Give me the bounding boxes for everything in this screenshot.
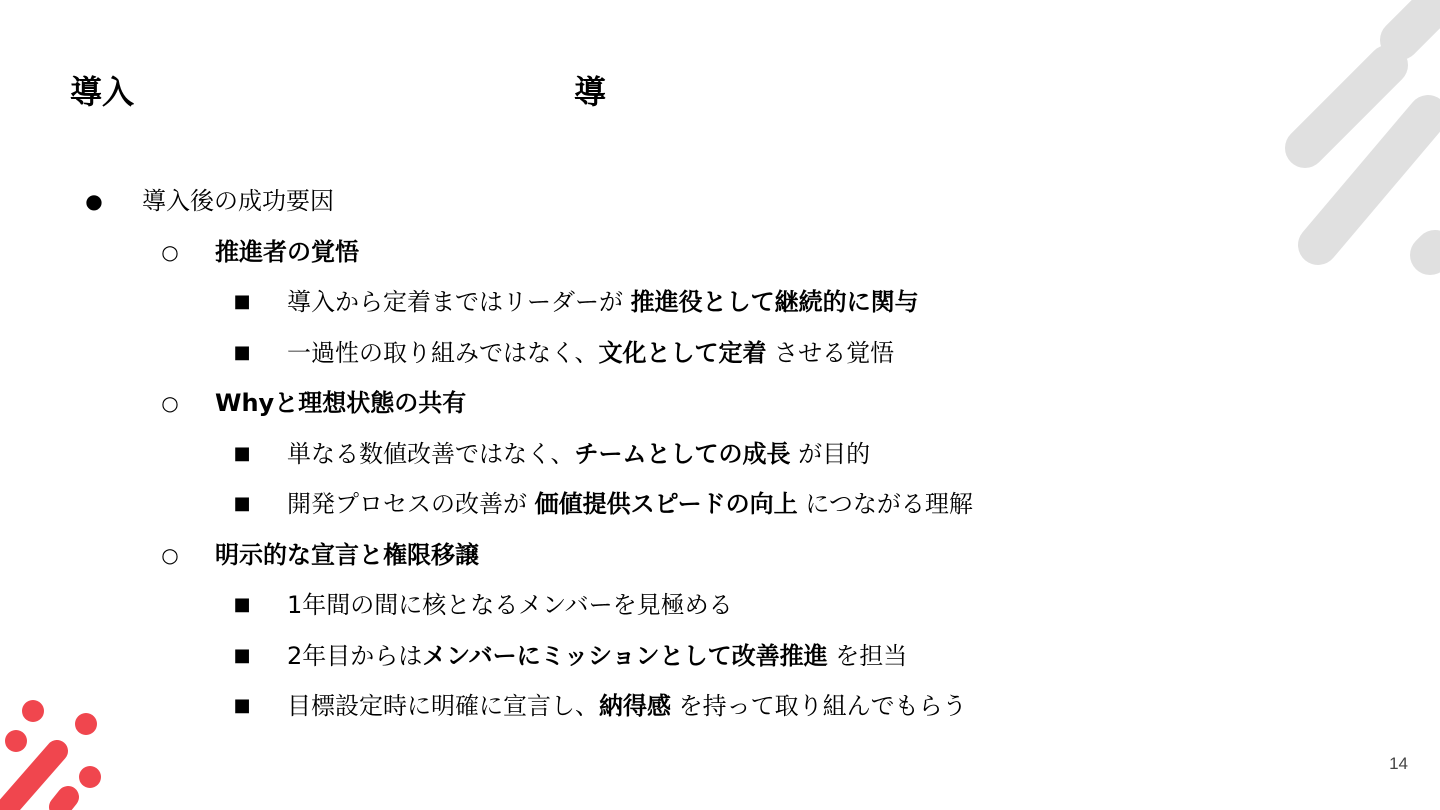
heading-item bbox=[0, 176, 1440, 227]
list-item bbox=[0, 277, 1440, 328]
text-emphasis: 推進役として継続的に関与 bbox=[630, 288, 919, 316]
bullet-square: ■ bbox=[233, 291, 251, 312]
bullet-disc: ● bbox=[85, 189, 103, 213]
bullet-square: ■ bbox=[233, 493, 251, 514]
text-normal: を持って取り組んでもらう bbox=[671, 692, 967, 720]
list-item-text bbox=[287, 429, 870, 479]
text-emphasis: チームとしての成長 bbox=[574, 439, 791, 468]
heading-text: 導入後の成功要因 bbox=[142, 187, 334, 215]
text-emphasis: 納得感 bbox=[599, 692, 671, 720]
section-label: 推進者の覚悟 bbox=[215, 237, 359, 266]
bullet-circle: ○ bbox=[161, 542, 179, 567]
red-dash bbox=[8, 751, 57, 807]
text-normal: させる覚悟 bbox=[766, 338, 895, 367]
slide-title-secondary: 導 bbox=[574, 73, 607, 111]
text-normal: 一過性の取り組みではなく、 bbox=[287, 338, 599, 367]
bullet-circle: ○ bbox=[161, 391, 179, 415]
list-item bbox=[0, 631, 1440, 682]
red-dash bbox=[60, 797, 68, 807]
text-normal: 開発プロセスの改善が bbox=[287, 490, 535, 518]
list-item bbox=[0, 681, 1440, 732]
text-emphasis: 文化として定着 bbox=[598, 338, 767, 367]
list-item bbox=[0, 479, 1440, 530]
text-normal: 目標設定時に明確に宣言し、 bbox=[287, 692, 599, 720]
bullet-square: ■ bbox=[233, 442, 251, 464]
red-dot bbox=[5, 730, 27, 752]
text-normal: を担当 bbox=[827, 641, 908, 670]
list-item bbox=[0, 429, 1440, 480]
section-item bbox=[0, 530, 1440, 581]
outline bbox=[0, 176, 1440, 732]
slide-title: 導入 bbox=[70, 73, 135, 111]
list-item-text bbox=[287, 681, 967, 731]
bullet-square: ■ bbox=[233, 695, 251, 716]
section-label: 明示的な宣言と権限移譲 bbox=[215, 540, 479, 569]
red-dot bbox=[79, 766, 101, 788]
list-item-text bbox=[287, 277, 919, 327]
bullet-square: ■ bbox=[233, 594, 251, 615]
list-item bbox=[0, 580, 1440, 631]
stripe-1 bbox=[1400, 12, 1428, 40]
section-label: Whyと理想状態の共有 bbox=[215, 389, 467, 417]
section-item bbox=[0, 227, 1440, 278]
section-item bbox=[0, 378, 1440, 429]
list-item-text bbox=[287, 328, 894, 378]
bullet-square: ■ bbox=[233, 644, 251, 666]
text-normal: 1年間の間に核となるメンバーを見極める bbox=[287, 591, 733, 619]
text-normal: 2年目からは bbox=[287, 641, 423, 670]
text-normal: 単なる数値改善ではなく、 bbox=[287, 439, 575, 468]
bullet-square: ■ bbox=[233, 341, 251, 363]
text-normal: が目的 bbox=[790, 439, 871, 468]
text-emphasis: メンバーにミッションとして改善推進 bbox=[422, 641, 828, 670]
list-item-text bbox=[287, 580, 733, 630]
list-item-text bbox=[287, 631, 907, 681]
text-normal: 導入から定着まではリーダーが bbox=[287, 288, 631, 316]
stripe-2 bbox=[1305, 65, 1388, 148]
text-emphasis: 価値提供スピードの向上 bbox=[534, 490, 798, 518]
list-item bbox=[0, 328, 1440, 379]
bullet-circle: ○ bbox=[161, 239, 179, 264]
page-number: 14 bbox=[1389, 754, 1408, 773]
text-normal: につながる理解 bbox=[797, 490, 973, 518]
list-item-text bbox=[287, 479, 973, 529]
